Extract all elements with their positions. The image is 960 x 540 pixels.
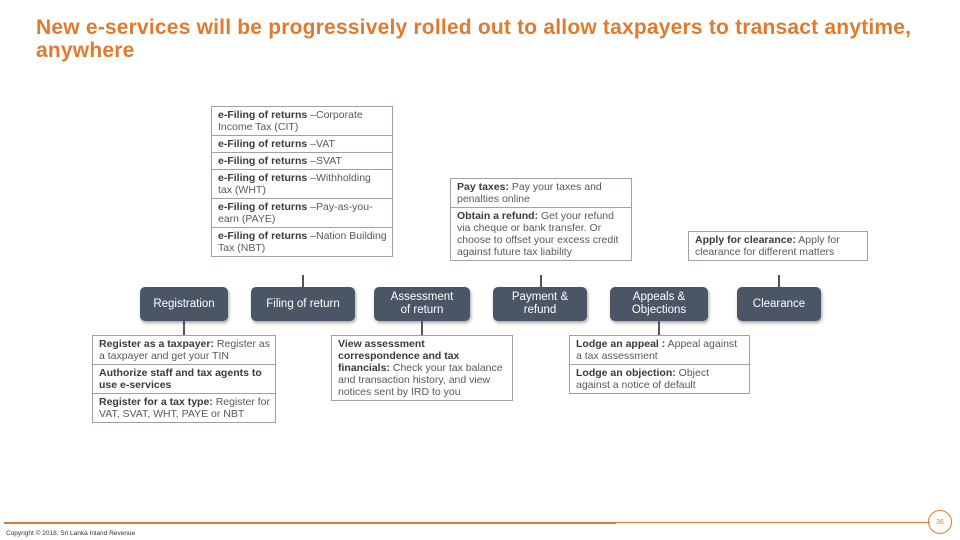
- detail-item: Register as a taxpayer: Register as a taxpayer and get your TIN: [93, 336, 275, 365]
- detail-item: Lodge an objection: Object against a notice of default: [576, 367, 710, 391]
- service-payment-refund: Payment & refund: [493, 287, 587, 321]
- footer-rule: [4, 522, 616, 524]
- connector-line: [183, 321, 185, 335]
- detail-item: Obtain a refund: Get your refund via cheque or bank transfer. Or choose to offset your excess credit against future tax liability: [457, 210, 619, 258]
- assessment-details-box: [331, 335, 513, 401]
- detail-item: Pay taxes: Pay your taxes and penalties online: [451, 179, 631, 208]
- detail-item: Lodge an appeal : Appeal against a tax assessment: [570, 336, 749, 365]
- detail-item: e-Filing of returns –Nation Building Tax (NBT): [218, 230, 387, 254]
- detail-item: e-Filing of returns –Corporate Income Tax (CIT): [212, 107, 392, 136]
- detail-item: e-Filing of returns –Pay-as-you-earn (PAYE): [212, 199, 392, 228]
- detail-item: Register for a tax type: Register for VAT, SVAT, WHT, PAYE or NBT: [99, 396, 270, 420]
- connector-line: [778, 275, 780, 287]
- payment-details-box: [450, 178, 632, 261]
- service-filing-of-return: Filing of return: [251, 287, 355, 321]
- detail-item: Authorize staff and tax agents to use e-services: [93, 365, 275, 394]
- detail-item: Apply for clearance: Apply for clearance for different matters: [695, 234, 840, 258]
- copyright-text: Copyright © 2018, Sri Lanka Inland Revenue: [6, 530, 136, 537]
- connector-line: [421, 321, 423, 335]
- filing-details-box: [211, 106, 393, 257]
- clearance-details-box: [688, 231, 868, 261]
- service-registration: Registration: [140, 287, 228, 321]
- detail-item: View assessment correspondence and tax financials: Check your tax balance and transaction history, and view notices sent by IRD to you: [338, 338, 503, 398]
- service-assessment-of-return: Assessment of return: [374, 287, 470, 321]
- registration-details-box: [92, 335, 276, 423]
- connector-line: [302, 275, 304, 287]
- footer-rule-thin: [616, 522, 930, 523]
- slide-title: New e-services will be progressively rolled out to allow taxpayers to transact anytime, anywhere: [36, 16, 912, 62]
- connector-line: [658, 321, 660, 335]
- detail-item: e-Filing of returns –SVAT: [212, 153, 392, 170]
- service-appeals-objections: Appeals & Objections: [610, 287, 708, 321]
- detail-item: e-Filing of returns –VAT: [212, 136, 392, 153]
- service-clearance: Clearance: [737, 287, 821, 321]
- appeals-details-box: [569, 335, 750, 394]
- connector-line: [540, 275, 542, 287]
- page-number: 36: [928, 510, 952, 534]
- detail-item: e-Filing of returns –Withholding tax (WHT): [212, 170, 392, 199]
